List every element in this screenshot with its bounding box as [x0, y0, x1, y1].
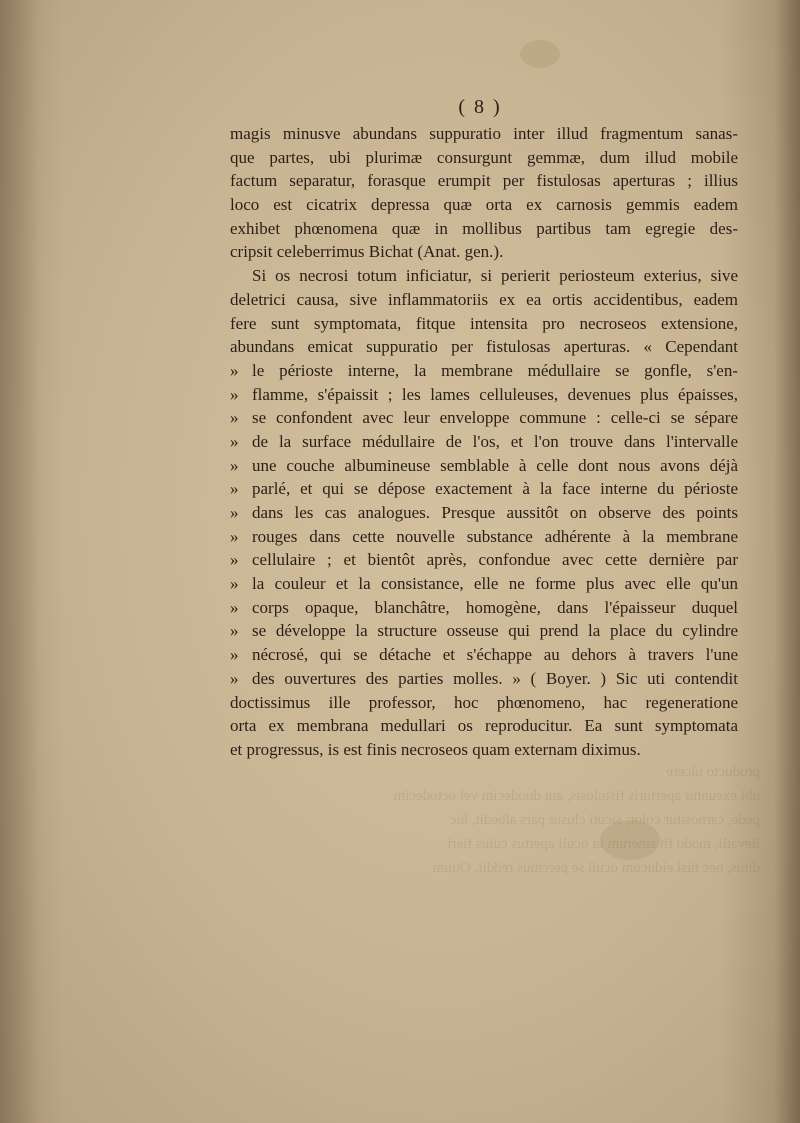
quote-line — [230, 548, 738, 572]
quote-text: rouges dans cette nouvelle substance adhérente à la membrane — [252, 526, 738, 546]
bleed-through-line: ubi exeuntur aperturis fistulosis, aut duodecim vel octodecim — [393, 788, 760, 804]
quote-mark: » — [230, 645, 239, 665]
quote-mark: » — [230, 668, 239, 688]
bleed-through-line: ditus, nec nisi eiducum oculi se peremus reddit. Otium — [432, 860, 760, 876]
text-line: loco est cicatrix depressa quæ orta ex carnosis gemmis eadem — [230, 195, 738, 215]
bleed-through-line: producto ulcere — [666, 764, 760, 780]
text-line: doctissimus ille professor, hoc phœnomeno, hac regeneratione — [230, 692, 738, 712]
quote-line — [230, 477, 738, 501]
text-line: cripsit celeberrimus Bichat (Anat. gen.). — [230, 242, 504, 262]
quote-mark: » — [230, 574, 239, 594]
quote-text: dans les cas analogues. Presque aussitôt on observe des points — [252, 503, 738, 522]
quote-mark: » — [230, 408, 239, 428]
quote-line — [230, 667, 738, 691]
quote-line — [230, 501, 738, 525]
quote-line — [230, 406, 738, 430]
page-number: ( 8 ) — [458, 96, 502, 118]
text-line: et progressus, is est finis necroseos quam externam diximus. — [230, 739, 641, 759]
paper-stain — [520, 40, 560, 68]
quote-mark: » — [230, 479, 239, 499]
text-line: exhibet phœnomena quæ in mollibus partibus tam egregie des- — [230, 218, 738, 238]
quote-mark: » — [230, 597, 239, 617]
bleed-through-line: pede, carnositur color; sicuti clusur pars albedit, hic — [449, 812, 760, 828]
quote-line — [230, 643, 738, 667]
text-line: magis minusve abundans suppuratio inter illud fragmentum sanas- — [230, 124, 738, 143]
quote-line — [230, 383, 738, 407]
text-line: deletrici causa, sive inflammatoriis ex ea ortis accidentibus, eadem — [230, 289, 738, 309]
quote-text: une couche albumineuse semblable à celle dont nous avons déjà — [252, 455, 738, 475]
quote-text: nécrosé, qui se détache et s'échappe au dehors à travers l'une — [252, 645, 738, 665]
text-line: factum separatur, forasque erumpit per fistulosas aperturas ; illius — [230, 171, 738, 191]
quote-text: cellulaire ; et bientôt après, confondue avec cette dernière par — [252, 550, 738, 570]
quote-text: corps opaque, blanchâtre, homogène, dans l'épaisseur duquel — [252, 597, 738, 617]
quote-line — [230, 454, 738, 478]
page-edge-shadow — [774, 0, 800, 1123]
quote-line — [230, 525, 738, 549]
quote-line — [230, 596, 738, 620]
quote-text: la couleur et la consistance, elle ne forme plus avec elle qu'un — [252, 574, 738, 594]
text-line: orta ex membrana medullari os reproducitur. Ea sunt symptomata — [230, 716, 738, 736]
quote-mark: » — [230, 550, 239, 570]
spine-shadow — [0, 0, 40, 1123]
text-line: que partes, ubi plurimæ consurgunt gemmæ, dum illud mobile — [230, 147, 738, 167]
quote-mark: » — [230, 360, 239, 380]
quote-text: des ouvertures des parties molles. » ( Boyer. ) Sic uti contendit — [252, 668, 738, 688]
quote-text: se développe la structure osseuse qui prend la place du cylindre — [252, 621, 738, 641]
quote-text: parlé, et qui se dépose exactement à la face interne du périoste — [252, 479, 738, 499]
body-text — [230, 122, 738, 762]
quote-text: flamme, s'épaissit ; les lames celluleuses, devenues plus épaisses, — [252, 384, 738, 404]
bleed-through-text — [240, 760, 760, 880]
quote-mark: » — [230, 503, 239, 522]
quote-text: le périoste interne, la membrane médullaire se gonfle, s'en- — [252, 360, 738, 380]
quote-line — [230, 619, 738, 643]
quote-mark: » — [230, 431, 239, 451]
bleed-through-line: ilevatli, modo fit sinerum ut oculi apertus cuius fieri — [447, 836, 760, 852]
quote-mark: » — [230, 621, 239, 641]
text-line: fere sunt symptomata, fitque intensita pro necroseos extensione, — [230, 313, 738, 333]
quote-line — [230, 572, 738, 596]
text-line: abundans emicat suppuratio per fistulosas aperturas. « Cependant — [230, 337, 738, 357]
quote-line — [230, 430, 738, 454]
quote-mark: » — [230, 384, 239, 404]
paragraph-start-line: Si os necrosi totum inficiatur, si perierit periosteum exterius, sive — [252, 266, 738, 286]
quote-mark: » — [230, 455, 239, 475]
quote-text: se confondent avec leur enveloppe commune : celle-ci se sépare — [252, 408, 738, 428]
quote-text: de la surface médullaire de l'os, et l'on trouve dans l'intervalle — [252, 431, 738, 451]
quote-mark: » — [230, 526, 239, 546]
quote-line — [230, 359, 738, 383]
